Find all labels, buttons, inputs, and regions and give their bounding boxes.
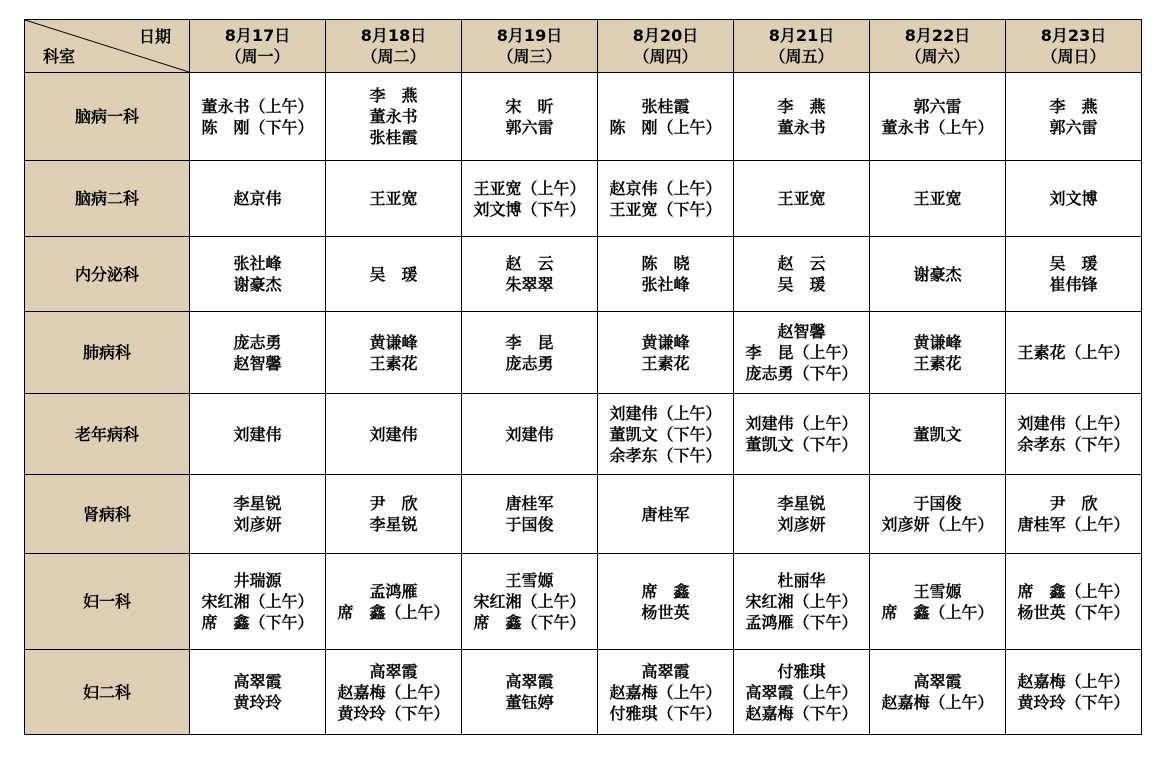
doctor-entry: 黄玲玲（下午）	[337, 703, 450, 723]
duty-cell	[190, 312, 326, 394]
duty-cell	[462, 161, 598, 237]
department-name-cell: 内分泌科	[25, 237, 190, 312]
day-header-cell	[1006, 20, 1142, 73]
doctor-entry: 席 鑫（上午）	[337, 602, 450, 622]
doctor-entry: 王雪嫄	[505, 571, 554, 590]
doctor-entry: 刘彦妍（上午）	[881, 515, 994, 534]
doctor-entry: 宋红湘（上午）	[745, 592, 858, 611]
doctor-entry: 孟鸿雁（下午）	[745, 613, 858, 632]
doctor-entry: 刘建伟	[505, 424, 554, 444]
doctor-entry: 唐桂军（上午）	[1017, 515, 1130, 534]
doctor-entry: 井瑞源	[233, 571, 282, 590]
doctor-entry: 于国俊	[505, 515, 554, 534]
department-name-cell: 老年病科	[25, 394, 190, 475]
doctor-entry: 王素花（上午）	[1017, 343, 1130, 362]
doctor-entry: 王素花	[913, 353, 962, 373]
department-name-cell: 脑病一科	[25, 73, 190, 161]
duty-cell	[598, 237, 734, 312]
doctor-entry: 李星锐	[369, 515, 418, 534]
doctor-entry: 高翠霞	[641, 661, 690, 681]
day-header-cell	[598, 20, 734, 73]
doctor-entry: 席 鑫	[641, 581, 690, 601]
date-axis-label: 日期	[138, 27, 171, 46]
duty-cell	[734, 73, 870, 161]
duty-cell	[598, 73, 734, 161]
doctor-entry: 王亚宽	[369, 189, 418, 208]
doctor-entry: 黄玲玲	[233, 693, 282, 712]
doctor-entry: 杨世英	[641, 602, 690, 622]
duty-cell	[326, 554, 462, 650]
department-row	[25, 237, 1142, 312]
duty-cell	[1006, 650, 1142, 735]
duty-cell	[870, 394, 1006, 475]
doctor-entry: 高翠霞	[233, 672, 282, 691]
doctor-entry: 谢豪杰	[913, 264, 962, 284]
duty-cell	[190, 237, 326, 312]
doctor-entry: 杜丽华	[777, 571, 826, 590]
department-row	[25, 161, 1142, 237]
day-header-cell	[462, 20, 598, 73]
duty-cell	[1006, 73, 1142, 161]
duty-cell	[462, 554, 598, 650]
day-date: 8月21日	[768, 26, 835, 45]
duty-cell	[870, 73, 1006, 161]
duty-cell	[598, 650, 734, 735]
doctor-entry: 刘建伟（上午）	[1017, 414, 1130, 433]
doctor-entry: 刘彦妍	[777, 515, 826, 534]
doctor-entry: 席 鑫（上午）	[881, 602, 994, 622]
duty-cell	[326, 161, 462, 237]
day-weekday: （周三）	[497, 47, 562, 66]
duty-cell	[1006, 237, 1142, 312]
duty-cell	[190, 394, 326, 475]
doctor-entry: 王雪嫄	[913, 581, 962, 601]
doctor-entry: 刘建伟（上午）	[609, 403, 722, 423]
doctor-entry: 席 鑫（下午）	[201, 613, 314, 632]
duty-cell	[326, 650, 462, 735]
duty-cell	[190, 73, 326, 161]
department-row	[25, 650, 1142, 735]
doctor-entry: 王素花	[369, 353, 418, 373]
doctor-entry: 董永书（上午）	[201, 96, 314, 116]
duty-cell	[734, 161, 870, 237]
duty-cell	[734, 394, 870, 475]
doctor-entry: 高翠霞（上午）	[745, 682, 858, 702]
duty-cell	[326, 73, 462, 161]
doctor-entry: 陈 刚（下午）	[201, 117, 314, 137]
duty-cell	[734, 650, 870, 735]
duty-cell	[1006, 554, 1142, 650]
day-header-cell	[734, 20, 870, 73]
department-row	[25, 312, 1142, 394]
day-weekday: （周五）	[769, 47, 834, 66]
doctor-entry: 席 鑫（上午）	[1017, 581, 1130, 601]
department-name-cell: 妇二科	[25, 650, 190, 735]
doctor-entry: 黄谦峰	[641, 332, 690, 352]
doctor-entry: 李星锐	[233, 494, 282, 513]
doctor-entry: 王亚宽	[913, 189, 962, 208]
duty-cell	[734, 475, 870, 554]
day-header-cell	[326, 20, 462, 73]
doctor-entry: 黄玲玲（下午）	[1017, 693, 1130, 712]
duty-cell	[870, 161, 1006, 237]
day-date: 8月23日	[1040, 26, 1107, 45]
doctor-entry: 尹 欣	[1049, 494, 1098, 513]
doctor-entry: 李 燕	[1049, 96, 1098, 116]
doctor-entry: 刘文博（下午）	[473, 199, 586, 219]
duty-cell	[462, 312, 598, 394]
duty-schedule-table	[24, 19, 1142, 735]
duty-cell	[1006, 161, 1142, 237]
doctor-entry: 郭六雷	[1049, 117, 1098, 137]
doctor-entry: 张桂霞	[641, 96, 690, 116]
day-weekday: （周六）	[905, 47, 970, 66]
duty-cell	[598, 312, 734, 394]
duty-cell	[870, 475, 1006, 554]
department-name-cell: 肾病科	[25, 475, 190, 554]
doctor-entry: 宋红湘（上午）	[201, 592, 314, 611]
doctor-entry: 刘彦妍	[233, 515, 282, 534]
day-date: 8月19日	[496, 26, 563, 45]
department-row	[25, 554, 1142, 650]
doctor-entry: 陈 刚（上午）	[609, 117, 722, 137]
day-weekday: （周日）	[1041, 47, 1106, 66]
doctor-entry: 董永书	[777, 117, 826, 137]
doctor-entry: 唐桂军	[641, 504, 690, 524]
duty-cell	[326, 475, 462, 554]
doctor-entry: 朱翠翠	[505, 275, 554, 294]
duty-cell	[326, 394, 462, 475]
doctor-entry: 宋红湘（上午）	[473, 592, 586, 611]
doctor-entry: 郭六雷	[913, 96, 962, 116]
duty-cell	[598, 475, 734, 554]
duty-cell	[1006, 312, 1142, 394]
doctor-entry: 赵京伟（上午）	[609, 178, 722, 198]
doctor-entry: 李 燕	[777, 96, 826, 116]
doctor-entry: 高翠霞	[913, 672, 962, 691]
header-row	[25, 20, 1142, 73]
doctor-entry: 庞志勇（下午）	[745, 364, 858, 383]
doctor-entry: 刘建伟（上午）	[745, 414, 858, 433]
doctor-entry: 赵嘉梅（下午）	[745, 703, 858, 723]
doctor-entry: 谢豪杰	[233, 275, 282, 294]
duty-cell	[598, 161, 734, 237]
doctor-entry: 王素花	[641, 353, 690, 373]
doctor-entry: 李 昆（上午）	[745, 343, 858, 362]
doctor-entry: 董永书（上午）	[881, 117, 994, 137]
duty-cell	[870, 650, 1006, 735]
doctor-entry: 孟鸿雁	[369, 581, 418, 601]
doctor-entry: 张桂霞	[369, 128, 418, 147]
doctor-entry: 赵嘉梅（上午）	[881, 693, 994, 712]
doctor-entry: 付雅琪（下午）	[609, 703, 722, 723]
duty-cell	[462, 650, 598, 735]
doctor-entry: 李 昆	[505, 332, 554, 352]
doctor-entry: 赵智馨	[233, 353, 282, 373]
day-weekday: （周二）	[361, 47, 426, 66]
corner-header-cell	[25, 20, 190, 73]
doctor-entry: 尹 欣	[369, 494, 418, 513]
doctor-entry: 陈 晓	[641, 254, 690, 273]
department-name-cell: 肺病科	[25, 312, 190, 394]
duty-cell	[870, 237, 1006, 312]
department-row	[25, 475, 1142, 554]
doctor-entry: 赵嘉梅（上午）	[337, 682, 450, 702]
doctor-entry: 唐桂军	[505, 494, 554, 513]
day-header-cell	[870, 20, 1006, 73]
doctor-entry: 宋 昕	[505, 96, 554, 116]
duty-cell	[190, 161, 326, 237]
duty-cell	[462, 475, 598, 554]
doctor-entry: 王亚宽（下午）	[609, 199, 722, 219]
duty-cell	[734, 554, 870, 650]
doctor-entry: 李 燕	[369, 86, 418, 105]
duty-cell	[462, 237, 598, 312]
day-date: 8月22日	[904, 26, 971, 45]
doctor-entry: 董凯文（下午）	[745, 435, 858, 454]
department-name-cell: 脑病二科	[25, 161, 190, 237]
day-weekday: （周四）	[633, 47, 698, 66]
doctor-entry: 席 鑫（下午）	[473, 613, 586, 632]
doctor-entry: 张社峰	[233, 254, 282, 273]
day-weekday: （周一）	[225, 47, 290, 66]
doctor-entry: 李星锐	[777, 494, 826, 513]
doctor-entry: 王亚宽	[777, 189, 826, 208]
duty-cell	[190, 650, 326, 735]
doctor-entry: 赵智馨	[777, 322, 826, 341]
doctor-entry: 余孝东（下午）	[609, 445, 722, 465]
doctor-entry: 刘建伟	[369, 424, 418, 444]
duty-cell	[326, 312, 462, 394]
doctor-entry: 余孝东（下午）	[1017, 435, 1130, 454]
duty-cell	[326, 237, 462, 312]
day-date: 8月18日	[360, 26, 427, 45]
doctor-entry: 崔伟锋	[1049, 275, 1098, 294]
doctor-entry: 黄谦峰	[913, 332, 962, 352]
doctor-entry: 赵 云	[505, 254, 554, 273]
department-axis-label: 科室	[43, 47, 76, 66]
duty-cell	[462, 394, 598, 475]
doctor-entry: 刘文博	[1049, 189, 1098, 208]
doctor-entry: 黄谦峰	[369, 332, 418, 352]
doctor-entry: 郭六雷	[505, 117, 554, 137]
doctor-entry: 赵 云	[777, 254, 826, 273]
doctor-entry: 刘建伟	[233, 424, 282, 444]
doctor-entry: 于国俊	[913, 494, 962, 513]
doctor-entry: 吴 瑗	[1049, 254, 1098, 273]
doctor-entry: 董凯文（下午）	[609, 424, 722, 444]
duty-cell	[870, 554, 1006, 650]
duty-cell	[190, 554, 326, 650]
department-row	[25, 73, 1142, 161]
duty-cell	[1006, 394, 1142, 475]
doctor-entry: 庞志勇	[505, 353, 554, 373]
doctor-entry: 吴 瑗	[369, 264, 418, 284]
duty-cell	[870, 312, 1006, 394]
doctor-entry: 吴 瑗	[777, 275, 826, 294]
duty-cell	[598, 554, 734, 650]
department-row	[25, 394, 1142, 475]
doctor-entry: 董凯文	[913, 424, 962, 444]
duty-cell	[734, 237, 870, 312]
day-date: 8月17日	[224, 26, 291, 45]
doctor-entry: 付雅琪	[777, 661, 826, 681]
doctor-entry: 高翠霞	[505, 672, 554, 691]
doctor-entry: 杨世英（下午）	[1017, 602, 1130, 622]
doctor-entry: 庞志勇	[233, 332, 282, 352]
doctor-entry: 赵京伟	[233, 189, 282, 208]
duty-cell	[190, 475, 326, 554]
duty-cell	[598, 394, 734, 475]
doctor-entry: 董钰婷	[505, 693, 554, 712]
day-header-cell	[190, 20, 326, 73]
duty-cell	[1006, 475, 1142, 554]
doctor-entry: 张社峰	[641, 275, 690, 294]
doctor-entry: 高翠霞	[369, 661, 418, 681]
duty-cell	[462, 73, 598, 161]
duty-cell	[734, 312, 870, 394]
department-name-cell: 妇一科	[25, 554, 190, 650]
doctor-entry: 赵嘉梅（上午）	[609, 682, 722, 702]
doctor-entry: 赵嘉梅（上午）	[1017, 672, 1130, 691]
day-date: 8月20日	[632, 26, 699, 45]
doctor-entry: 董永书	[369, 107, 418, 126]
doctor-entry: 王亚宽（上午）	[473, 178, 586, 198]
